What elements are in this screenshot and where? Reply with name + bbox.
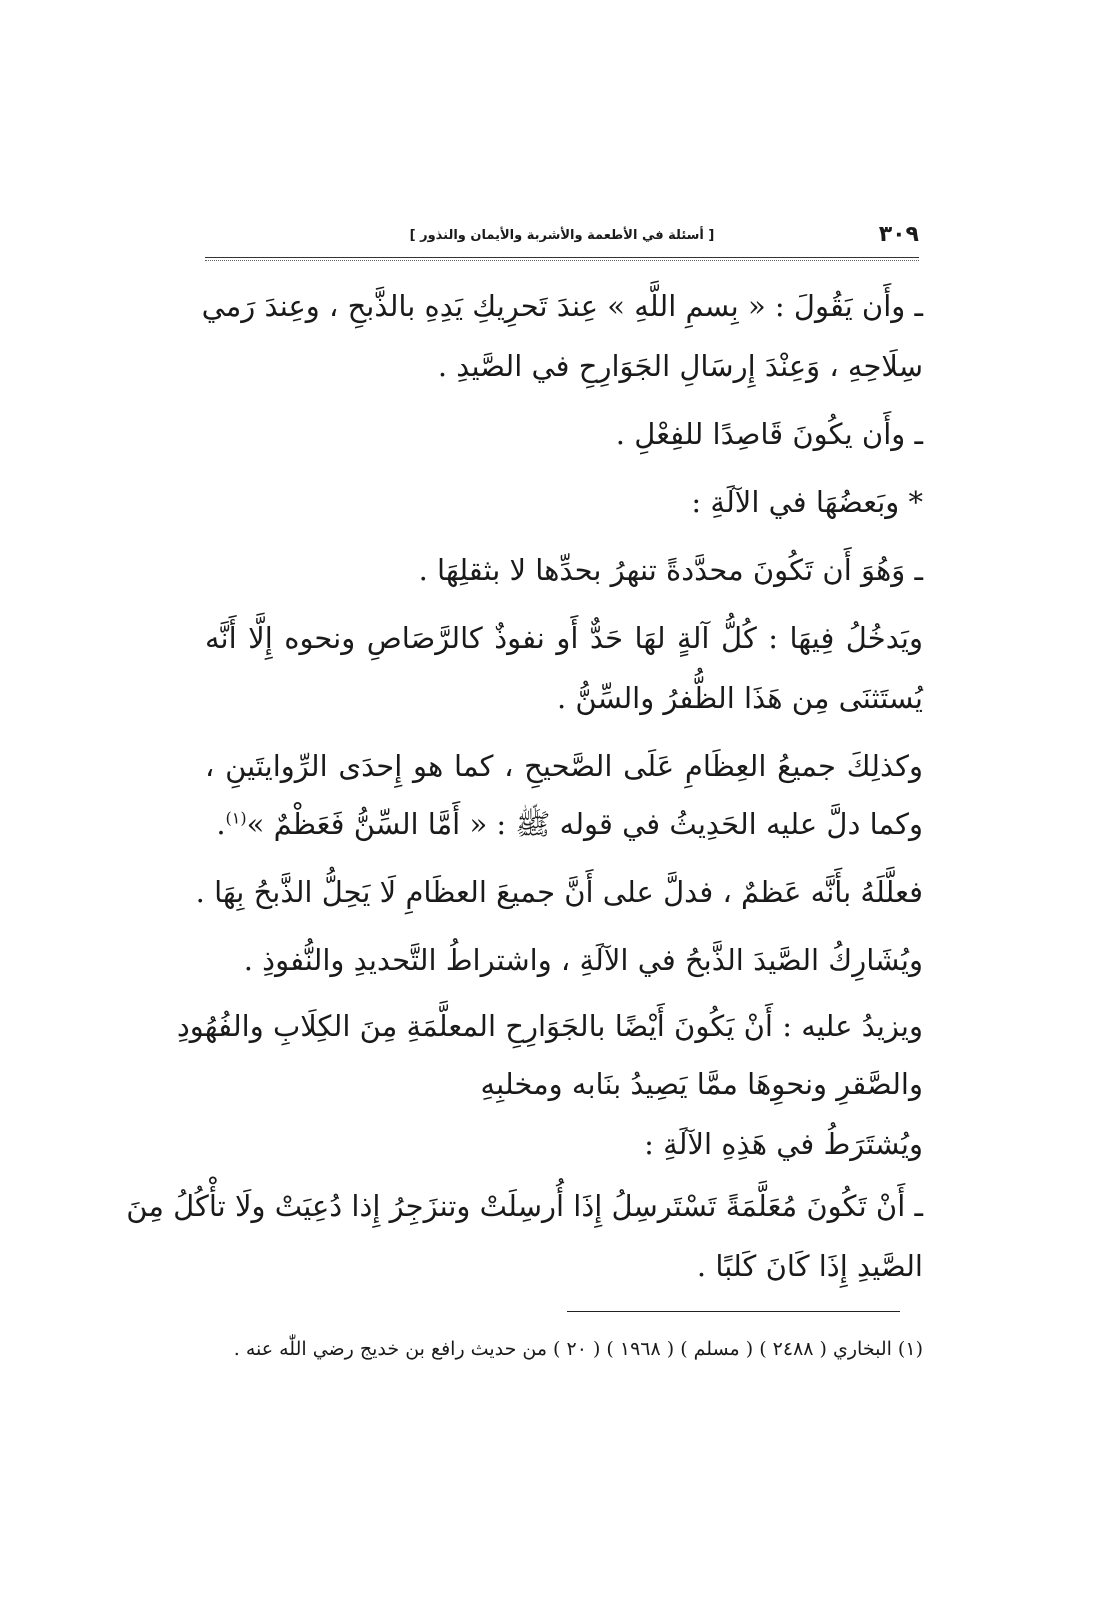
text-line: يُستَثنَى مِن هَذَا الظُّفرُ والسِّنُّ .: [556, 681, 923, 715]
text-line: وكذلِكَ جميعُ العِظَامِ عَلَى الصَّحيحِ ، كما هو إِحدَى الرِّوايتَينِ ،: [205, 749, 923, 783]
text-line: ـ وأَن يَقُولَ : « بِسمِ اللَّهِ » عِندَ تَحرِيكِ يَدِهِ بالذَّبحِ ، وعِندَ رَمي: [201, 289, 923, 323]
footnote-reference: (١): [225, 808, 247, 828]
text-line-with-footnote: وكما دلَّ عليه الحَدِيثُ في قوله ﷺ : « أَمَّا السِّنُّ فَعَظْمٌ »$^{(١)}$.: [216, 807, 923, 841]
header-rule: [205, 257, 919, 261]
text-line: ـ وَهُوَ أَن تَكُونَ محدَّدةً تنهرُ بحدِّها لا بثقلِهَا .: [418, 553, 923, 587]
text-line: ويزيدُ عليه : أَنْ يَكُونَ أَيْضًا بالجَوَارِحِ المعلَّمَةِ مِنَ الكِلَابِ والفُهُودِ: [176, 1009, 923, 1043]
page-header: [205, 222, 919, 256]
text-line: وكما دلَّ عليه الحَدِيثُ في قوله ﷺ : « أَمَّا السِّنُّ فَعَظْمٌ »: [246, 807, 923, 841]
text-line: والصَّقرِ ونحوِهَا ممَّا يَصِيدُ بنَابه ومخلبِهِ: [480, 1067, 923, 1101]
text-line: ـ وأَن يكُونَ قَاصِدًا للفِعْلِ .: [615, 417, 923, 451]
text-line: الصَّيدِ إِذَا كَانَ كَلبًا .: [696, 1249, 923, 1283]
text-line: فعلَّلَهُ بأَنَّه عَظمٌ ، فدلَّ على أَنَّ جميعَ العظَامِ لَا يَحِلُّ الذَّبحُ بِهَا .: [195, 875, 923, 909]
footnote-rule: [567, 1311, 900, 1312]
footnote: (١) البخاري ( ٢٤٨٨ ) ( مسلم ) ( ١٩٦٨ ) ( ٢٠ ) من حديث رافع بن خديج رضي اللّٰه عنه .: [233, 1338, 923, 1360]
running-title: [ أسئلة في الأطعمة والأشربة والأيمان والنذور ]: [409, 228, 715, 243]
text-line: ويَدخُلُ فِيهَا : كُلُّ آلةٍ لهَا حَدٌّ أَو نفوذٌ كالرَّصَاصِ ونحوه إِلَّا أَنَّه: [205, 621, 923, 655]
text-line: * وبَعضُهَا في الآلَةِ :: [691, 485, 923, 519]
text-line: ـ أَنْ تَكُونَ مُعَلَّمَةً تَسْتَرسِلُ إِذَا أُرسِلَتْ وتنزَجِرُ إِذا دُعِيَتْ ولَا تأْكُلُ مِنَ: [126, 1189, 923, 1223]
page-number: ٣٠٩: [878, 222, 919, 247]
text-line: ويُشتَرَطُ في هَذِهِ الآلَةِ :: [644, 1127, 923, 1161]
text-line: سِلَاحِهِ ، وَعِنْدَ إِرسَالِ الجَوَارِحِ في الصَّيدِ .: [437, 349, 923, 383]
body-text: [126, 282, 923, 1302]
text-line: ويُشَارِكُ الصَّيدَ الذَّبحُ في الآلَةِ ، واشتراطُ التَّحديدِ والنُّفوذِ .: [243, 943, 923, 977]
